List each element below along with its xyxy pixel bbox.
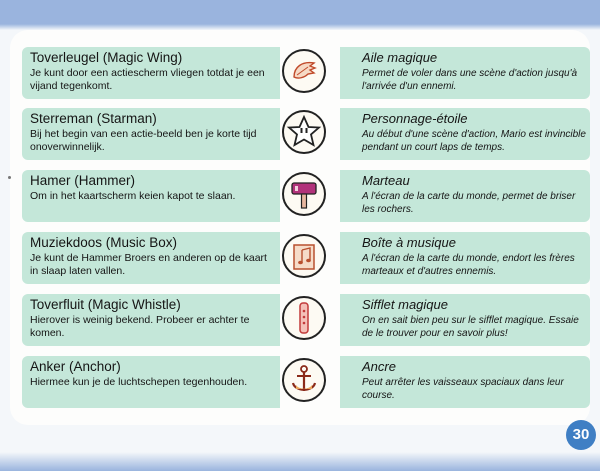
magic-wing-icon [282, 49, 326, 93]
item-desc-fr: A l'écran de la carte du monde, permet de briser les rochers. [362, 191, 576, 215]
item-row-hammer [22, 170, 590, 222]
dutch-panel [22, 108, 280, 160]
item-row-magic-wing [22, 47, 590, 99]
top-band [0, 0, 600, 30]
item-desc-nl: Hiermee kun je de luchtschepen tegenhouden. [30, 376, 248, 388]
dutch-panel [22, 356, 280, 408]
item-title-fr: Personnage-étoile [362, 111, 468, 126]
dutch-panel [22, 170, 280, 222]
item-title-fr: Aile magique [362, 50, 438, 65]
item-title-nl: Anker (Anchor) [30, 359, 121, 374]
item-row-starman [22, 108, 590, 160]
item-title-nl: Toverfluit (Magic Whistle) [30, 297, 181, 312]
item-title-fr: Ancre [362, 359, 396, 374]
bottom-band [0, 452, 600, 471]
anchor-icon [282, 358, 326, 402]
item-desc-fr: Peut arrêter les vaisseaux spaciaux dans leur course. [362, 377, 564, 401]
french-panel [340, 170, 590, 222]
item-title-fr: Sifflet magique [362, 297, 448, 312]
item-row-magic-whistle [22, 294, 590, 346]
starman-icon [282, 110, 326, 154]
item-desc-fr: On en sait bien peu sur le sifflet magique. Essaie de le trouver pour en savoir plus! [362, 315, 579, 339]
item-desc-nl: Je kunt de Hammer Broers en anderen op de kaart in slaap laten vallen. [30, 252, 267, 277]
french-panel [340, 356, 590, 408]
french-panel [340, 232, 590, 284]
item-desc-fr: Permet de voler dans une scène d'action jusqu'à l'arrivée d'un ennemi. [362, 68, 578, 92]
hammer-icon [282, 172, 326, 216]
item-row-anchor [22, 356, 590, 408]
dutch-panel [22, 294, 280, 346]
item-desc-fr: Au début d'une scène d'action, Mario est invincible pendant un court laps de temps. [362, 129, 586, 153]
item-desc-nl: Je kunt door een actiescherm vliegen totdat je een vijand tegenkomt. [30, 67, 265, 92]
item-title-nl: Sterreman (Starman) [30, 111, 157, 126]
dutch-panel [22, 47, 280, 99]
item-title-nl: Hamer (Hammer) [30, 173, 136, 188]
item-title-fr: Marteau [362, 173, 410, 188]
item-desc-nl: Om in het kaartscherm keien kapot te slaan. [30, 190, 236, 202]
item-desc-fr: A l'écran de la carte du monde, endort les frères marteaux et d'autres ennemis. [362, 253, 575, 277]
dutch-panel [22, 232, 280, 284]
magic-whistle-icon [282, 296, 326, 340]
item-title-nl: Muziekdoos (Music Box) [30, 235, 178, 250]
item-title-fr: Boîte à musique [362, 235, 456, 250]
item-row-music-box [22, 232, 590, 284]
french-panel [340, 47, 590, 99]
french-panel [340, 294, 590, 346]
item-title-nl: Toverleugel (Magic Wing) [30, 50, 183, 65]
item-desc-nl: Bij het begin van een actie-beeld ben je korte tijd onoverwinnelijk. [30, 128, 257, 153]
page-number-badge: 30 [566, 420, 596, 450]
french-panel [340, 108, 590, 160]
music-box-icon [282, 234, 326, 278]
item-desc-nl: Hierover is weinig bekend. Probeer er achter te komen. [30, 314, 250, 339]
print-mark [8, 176, 11, 179]
